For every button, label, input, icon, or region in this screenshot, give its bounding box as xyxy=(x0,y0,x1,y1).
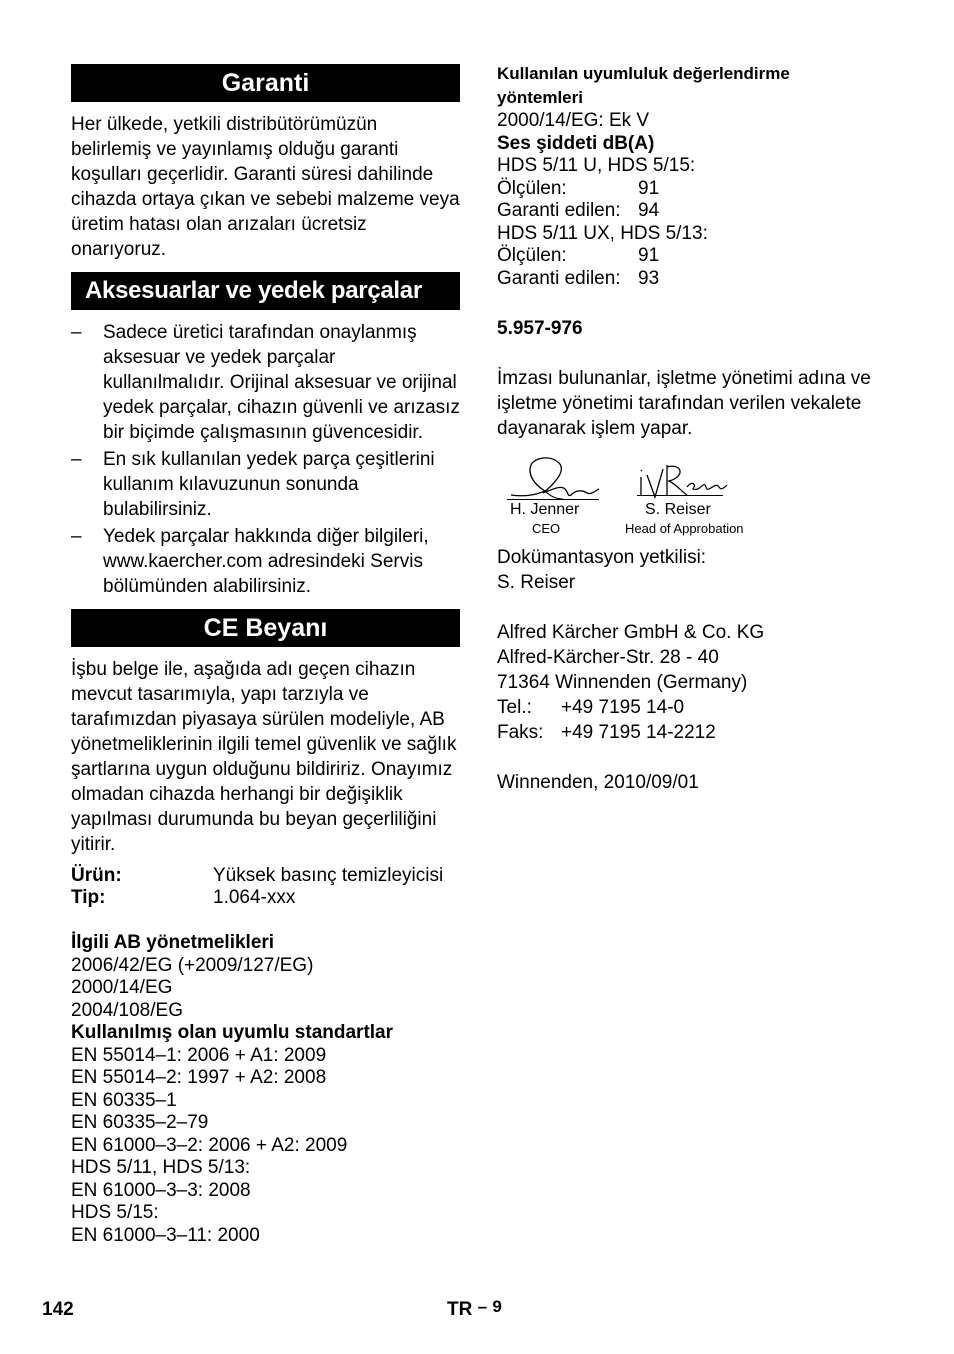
methods-heading: Kullanılan uyumluluk değerlendirme yöntemleri xyxy=(497,64,790,107)
contact-block xyxy=(497,545,897,795)
directives-block xyxy=(71,932,460,1247)
standard-item: HDS 5/15: xyxy=(71,1202,159,1223)
page-number: 142 xyxy=(42,1299,74,1320)
directive-item: 2000/14/EG xyxy=(71,977,173,998)
footer-section xyxy=(447,1299,502,1321)
directives-heading: İlgili AB yönetmelikleri xyxy=(71,932,275,953)
company-city: 71364 Winnenden (Germany) xyxy=(497,672,748,693)
fax-row xyxy=(497,720,897,745)
signer-1-name: H. Jenner xyxy=(510,501,580,518)
type-label: Tip: xyxy=(71,887,106,908)
accessories-list xyxy=(71,320,460,599)
measured-value: 91 xyxy=(638,245,660,266)
measured-label: Ölçülen: xyxy=(497,177,567,199)
standard-item: EN 55014–2: 1997 + A2: 2008 xyxy=(71,1067,327,1088)
company-street: Alfred-Kärcher-Str. 28 - 40 xyxy=(497,647,719,668)
type-value: 1.064-xxx xyxy=(213,887,296,908)
ce-body: İşbu belge ile, aşağıda adı geçen cihazın mevcut tasarımıyla, yapı tarzıyla ve tarafımızdan piyasaya sürülen modeliyle, AB yönetmeliklerinin ilgili temel güvenlik ve sağlık şartlarına uygun olduğunu bildiririz. Onayımız olmadan cihazda herhangi bir değişiklik yapılması durumunda bu beyan geçerliliğini yitirir. xyxy=(71,659,457,855)
standard-item: HDS 5/11, HDS 5/13: xyxy=(71,1157,251,1178)
document-number: 5.957-976 xyxy=(497,318,583,339)
left-column xyxy=(71,64,460,1247)
signer-2-role: Head of Approbation xyxy=(625,521,744,536)
place-date: Winnenden, 2010/09/01 xyxy=(497,772,699,793)
standard-item: EN 61000–3–2: 2006 + A2: 2009 xyxy=(71,1134,348,1156)
standard-item: EN 61000–3–11: 2000 xyxy=(71,1224,260,1246)
measured-value: 91 xyxy=(638,177,660,199)
product-row xyxy=(71,865,460,887)
tel-label: Tel.: xyxy=(497,697,532,718)
list-item: – Yedek parçalar hakkında diğer bilgileri, www.kaercher.com adresindeki Servis bölümünden alabilirsiniz. xyxy=(71,524,460,599)
footer-dash: – xyxy=(477,1297,488,1316)
product-value: Yüksek basınç temizleyicisi xyxy=(213,865,444,886)
signature-jenner xyxy=(505,455,605,503)
footer-section-page: 9 xyxy=(492,1297,502,1316)
list-item: – En sık kullanılan yedek parça çeşitlerini kullanım kılavuzunun sonunda bulabilirsiniz. xyxy=(71,447,460,522)
garanti-body: Her ülkede, yetkili distribütörümüzün belirlemiş ve yayınlamış olduğu garanti koşulları geçerlidir. Garanti süresi dahilinde cihazda ortaya çıkan ve sebebi malzeme veya üretim hatası olan arızaları ücretsiz onarıyoruz. xyxy=(71,114,460,260)
signer-1-role: CEO xyxy=(532,521,561,536)
standard-item: EN 55014–1: 2006 + A1: 2009 xyxy=(71,1044,327,1066)
fax-label: Faks: xyxy=(497,722,544,743)
guaranteed-row-1 xyxy=(497,200,897,223)
guaranteed-row-2 xyxy=(497,268,897,291)
signature-line-2 xyxy=(637,495,723,496)
accessories-heading: Aksesuarlar ve yedek parçalar xyxy=(71,272,460,310)
signatures xyxy=(497,455,897,551)
measured-row-1 xyxy=(497,178,897,201)
garanti-heading: Garanti xyxy=(71,64,460,102)
doc-responsible-label: Dokümantasyon yetkilisi: xyxy=(497,547,707,568)
methods-value: 2000/14/EG: Ek V xyxy=(497,110,650,131)
fax-value: +49 7195 14-2212 xyxy=(561,722,716,743)
standard-item: EN 60335–2–79 xyxy=(71,1112,209,1133)
signers-text: İmzası bulunanlar, işletme yönetimi adına ve işletme yönetimi tarafından verilen vekalete dayanarak işlem yapar. xyxy=(497,368,871,439)
guaranteed-label: Garanti edilen: xyxy=(497,200,621,221)
standard-item: EN 61000–3–3: 2008 xyxy=(71,1179,251,1201)
measured-label: Ölçülen: xyxy=(497,245,567,266)
signer-2-name: S. Reiser xyxy=(645,501,711,518)
guaranteed-label: Garanti edilen: xyxy=(497,267,621,289)
list-item: – Sadece üretici tarafından onaylanmış aksesuar ve yedek parçalar kullanılmalıdır. Orijinal aksesuar ve orijinal yedek parçalar, cihazın güvenli ve arızasız bir biçimde çalışmasının güvencesidir. xyxy=(71,320,460,445)
sound-group-2: HDS 5/11 UX, HDS 5/13: xyxy=(497,222,708,244)
right-column xyxy=(497,62,897,795)
ce-heading: CE Beyanı xyxy=(71,609,460,647)
standard-item: EN 60335–1 xyxy=(71,1089,177,1111)
guaranteed-value: 94 xyxy=(638,200,660,221)
standards-heading: Kullanılmış olan uyumlu standartlar xyxy=(71,1022,394,1043)
directive-item: 2006/42/EG (+2009/127/EG) xyxy=(71,954,314,976)
footer-lang: TR xyxy=(447,1299,473,1320)
directive-item: 2004/108/EG xyxy=(71,999,183,1021)
tel-row xyxy=(497,695,897,720)
measured-row-2 xyxy=(497,245,897,268)
sound-block xyxy=(497,110,897,290)
guaranteed-value: 93 xyxy=(638,267,660,289)
type-row xyxy=(71,887,460,909)
tel-value: +49 7195 14-0 xyxy=(561,697,685,718)
signature-line-1 xyxy=(507,499,599,500)
sound-group-1: HDS 5/11 U, HDS 5/15: xyxy=(497,155,696,176)
sound-heading: Ses şiddeti dB(A) xyxy=(497,132,655,154)
product-label: Ürün: xyxy=(71,865,122,886)
company-name: Alfred Kärcher GmbH & Co. KG xyxy=(497,622,765,643)
doc-responsible-name: S. Reiser xyxy=(497,572,576,593)
